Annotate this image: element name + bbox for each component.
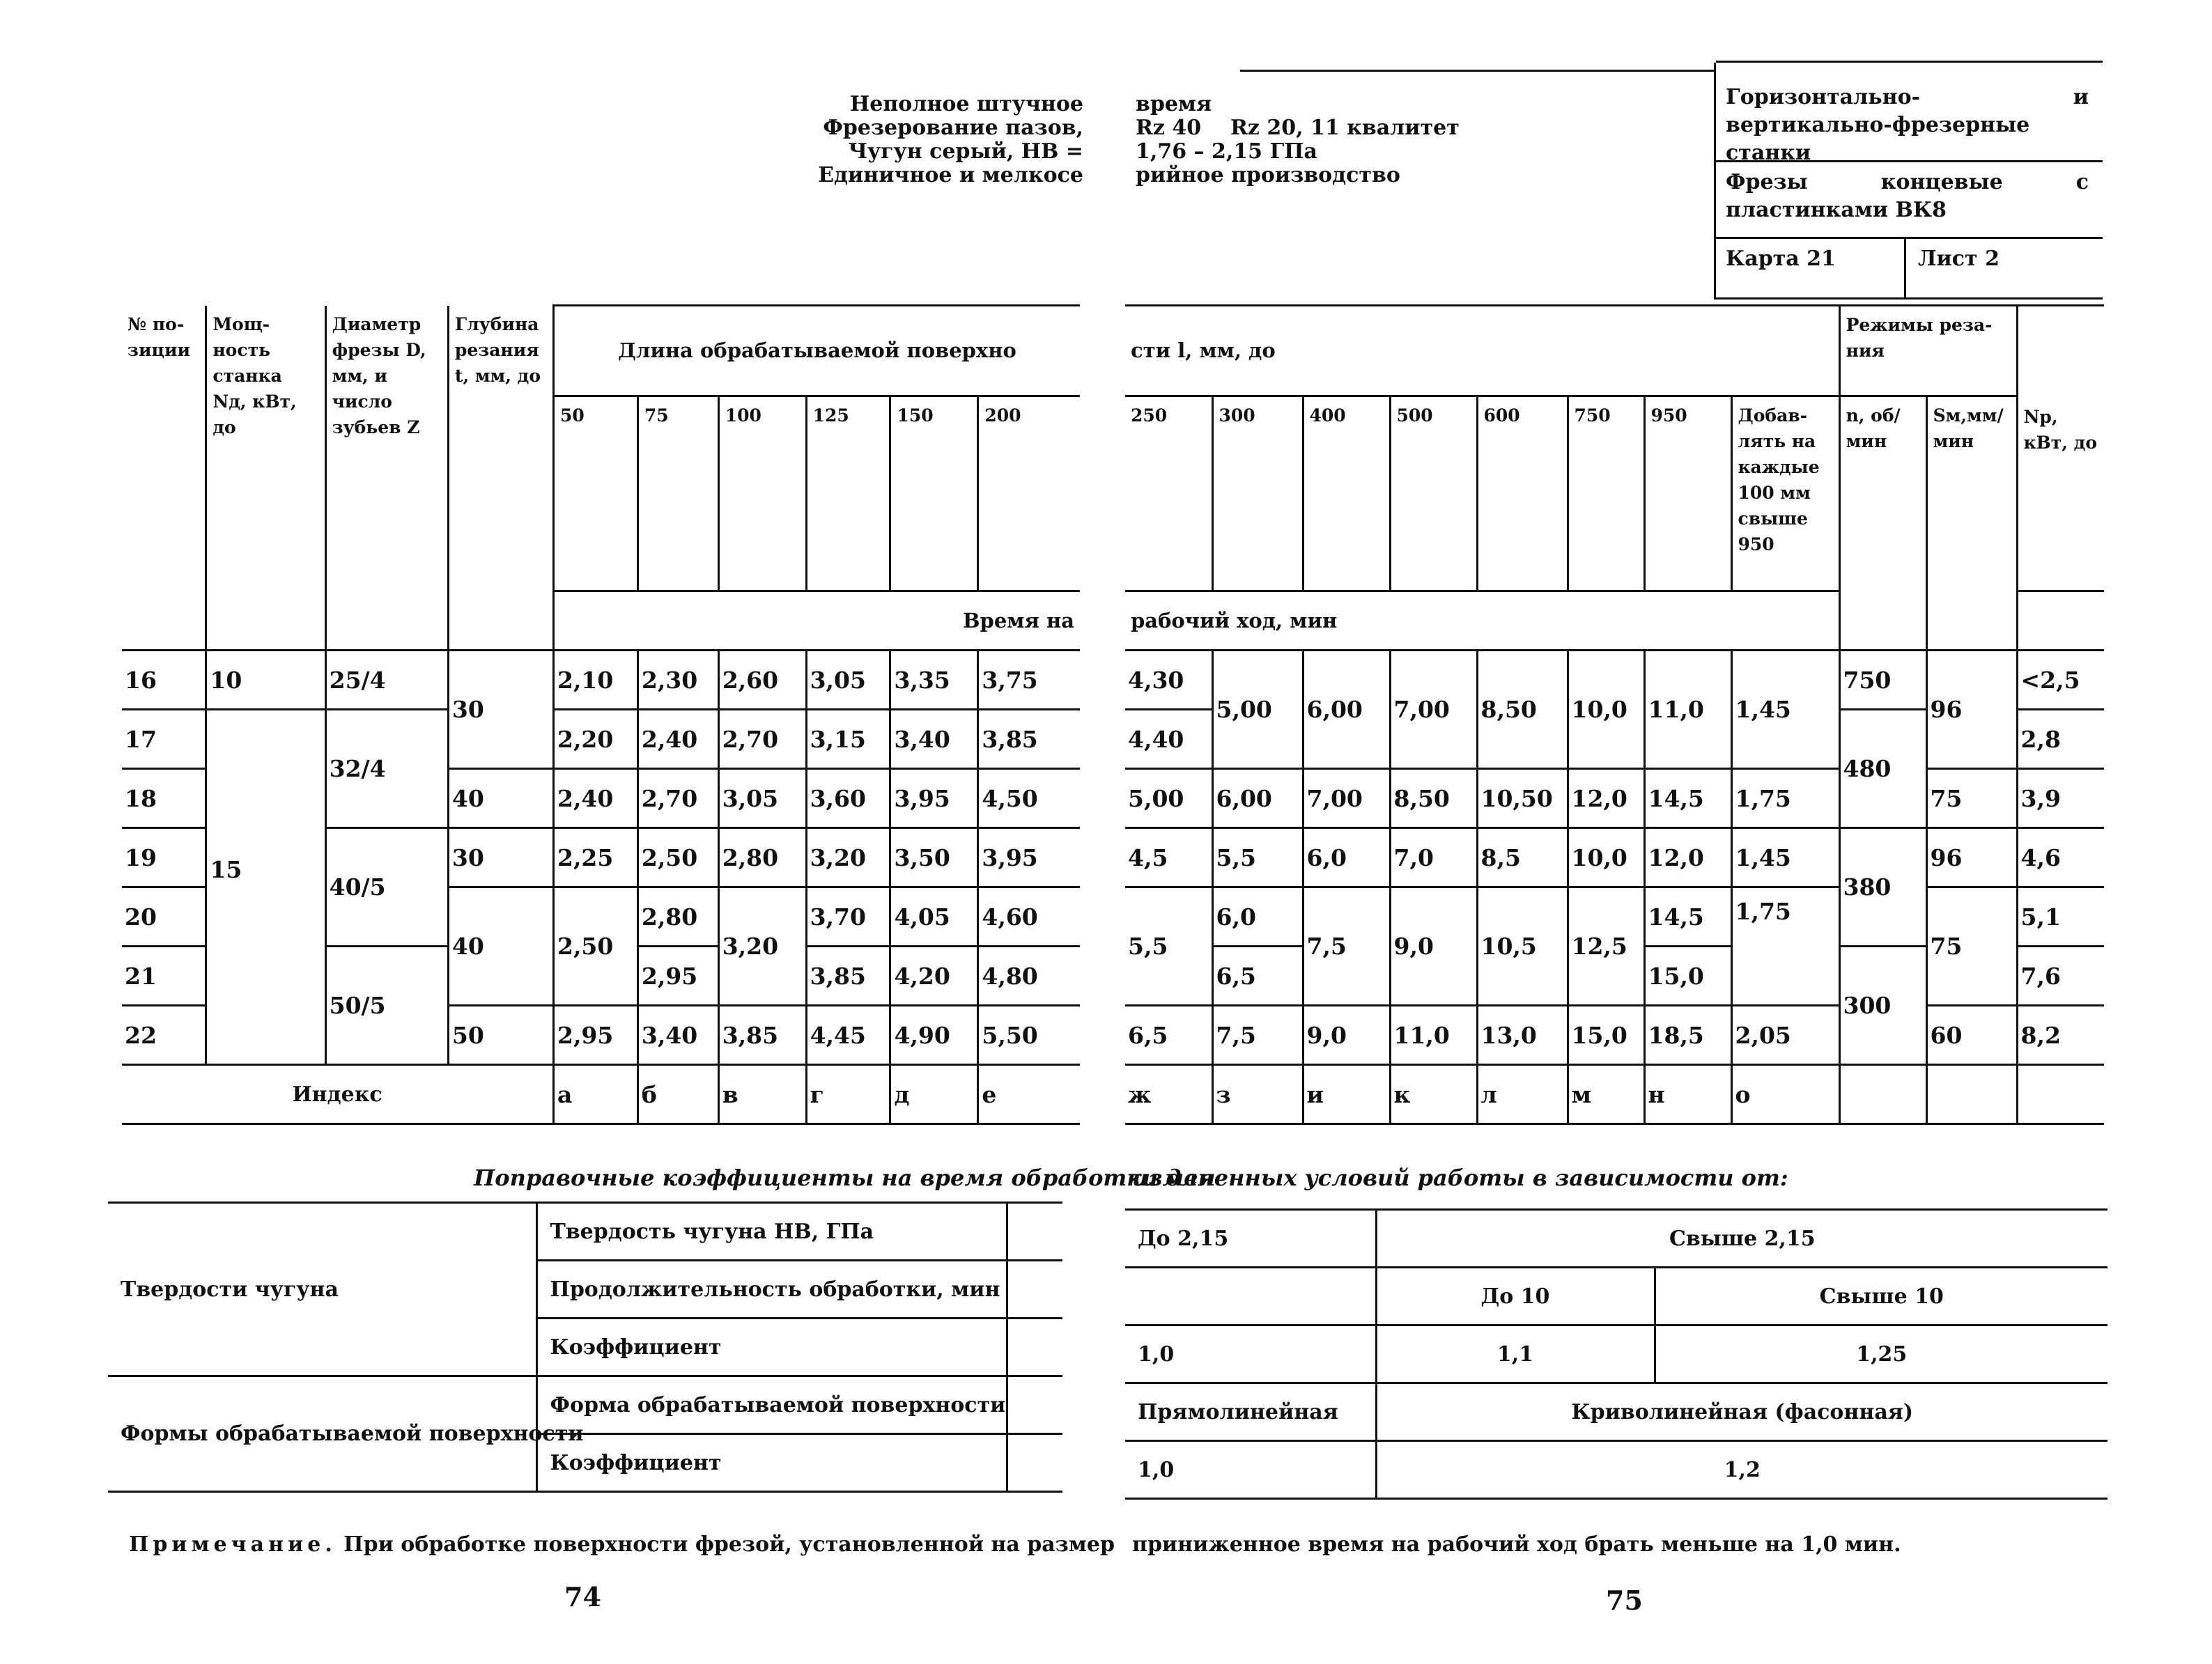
value-cell: 3,20 xyxy=(718,887,806,1006)
shape-curved: Криволинейная (фасонная) xyxy=(1376,1383,2107,1441)
power-cell: 15 xyxy=(206,828,325,1065)
corrections-caption-right: измененных условий работы в зависимости от: xyxy=(1132,1165,1788,1191)
hardness-upto: До 2,15 xyxy=(1125,1210,1376,1268)
value-cell: 11,0 xyxy=(1390,1006,1477,1065)
value-cell: 3,40 xyxy=(637,1006,718,1065)
index-letter: г xyxy=(806,1065,890,1124)
value-cell: 9,0 xyxy=(1390,887,1477,1006)
header-mid-line: Rz 40 Rz 20, 11 квалитет xyxy=(1136,116,1460,140)
table-row xyxy=(1125,769,2104,828)
header-mid-line: рийное производство xyxy=(1136,163,1400,187)
value-cell: 6,00 xyxy=(1303,651,1390,769)
value-cell: 1,75 xyxy=(1731,887,1839,1006)
col-header-length-right: сти l, мм, до xyxy=(1125,306,1839,396)
length-col-200: 200 xyxy=(978,396,1080,591)
pos-cell: 18 xyxy=(122,769,206,828)
corrections-caption-left: Поправочные коэффициенты на время обработки для xyxy=(474,1165,1216,1191)
value-cell: 8,50 xyxy=(1477,651,1568,769)
header-top-rule xyxy=(1240,70,1714,72)
pos-cell: 20 xyxy=(122,887,206,947)
value-cell: 3,70 xyxy=(806,887,890,947)
value-cell: 2,80 xyxy=(718,828,806,887)
length-col-750: 750 xyxy=(1568,396,1644,591)
value-cell: 3,95 xyxy=(978,828,1080,887)
value-cell: 4,80 xyxy=(978,947,1080,1006)
col-header-length: Длина обрабатываемой поверхно xyxy=(553,306,1080,396)
value-cell: 15,0 xyxy=(1568,1006,1644,1065)
diameter-cell: 40/5 xyxy=(325,828,448,947)
depth-cell: 50 xyxy=(448,1006,553,1065)
value-cell: 5,00 xyxy=(1212,651,1303,769)
header-left-line: Неполное штучное xyxy=(849,92,1083,116)
value-cell: 7,00 xyxy=(1390,651,1477,769)
value-cell: 6,00 xyxy=(1212,769,1303,828)
value-cell: 4,20 xyxy=(890,947,978,1006)
length-col-400: 400 xyxy=(1303,396,1390,591)
np-cell: 7,6 xyxy=(2017,947,2104,1006)
shape-group-label: Формы обрабатываемой поверхности xyxy=(108,1376,536,1492)
value-cell: 14,5 xyxy=(1644,887,1731,947)
sm-cell: 75 xyxy=(1926,887,2017,1006)
index-row xyxy=(1125,1065,2104,1124)
value-cell: 2,40 xyxy=(553,769,637,828)
index-letter: д xyxy=(890,1065,978,1124)
value-cell: 8,5 xyxy=(1477,828,1568,887)
value-cell: 13,0 xyxy=(1477,1006,1568,1065)
col-header-regimes: Режимы реза-ния xyxy=(1839,306,2017,396)
value-cell: 4,90 xyxy=(890,1006,978,1065)
note-label: Примечание. xyxy=(129,1532,337,1557)
header-left-block xyxy=(697,94,1083,189)
diameter-cell: 25/4 xyxy=(325,651,448,710)
col-header-np: Np, кВт, до xyxy=(2017,306,2104,591)
value-cell: 3,05 xyxy=(806,651,890,710)
index-letter: н xyxy=(1644,1065,1731,1124)
value-cell: 5,00 xyxy=(1125,769,1212,828)
header-mid-line: время xyxy=(1136,92,1212,116)
value-cell: 6,0 xyxy=(1303,828,1390,887)
value-cell: 5,50 xyxy=(978,1006,1080,1065)
shape-coef-1: 1,0 xyxy=(1125,1441,1376,1499)
index-letter: б xyxy=(637,1065,718,1124)
value-cell: 4,60 xyxy=(978,887,1080,947)
main-table-right-body xyxy=(1125,649,2104,1125)
value-cell: 6,5 xyxy=(1125,1006,1212,1065)
value-cell: 3,85 xyxy=(978,710,1080,769)
value-cell: 4,50 xyxy=(978,769,1080,828)
machines-text: Горизонтально- и вертикально-фрезерные станки xyxy=(1726,85,2089,165)
hardness-group-label: Твердости чугуна xyxy=(108,1203,536,1376)
sm-cell: 60 xyxy=(1926,1006,2017,1065)
value-cell: 2,70 xyxy=(637,769,718,828)
np-cell: <2,5 xyxy=(2017,651,2104,710)
index-letter: м xyxy=(1568,1065,1644,1124)
col-header-power: Мощ-ность станка Nд, кВт, до xyxy=(206,306,325,651)
value-cell: 6,5 xyxy=(1212,947,1303,1006)
value-cell: 4,30 xyxy=(1125,651,1212,710)
page-number-right: 75 xyxy=(1606,1585,1643,1616)
col-header-diameter: Диаметр фрезы D, мм, и число зубьев Z xyxy=(325,306,448,651)
hardness-coef-1: 1,0 xyxy=(1125,1325,1376,1383)
length-col-500: 500 xyxy=(1390,396,1477,591)
index-row xyxy=(122,1065,1080,1124)
depth-cell: 40 xyxy=(448,769,553,828)
value-cell: 4,05 xyxy=(890,887,978,947)
value-cell: 3,95 xyxy=(890,769,978,828)
value-cell: 10,0 xyxy=(1568,828,1644,887)
index-label: Индекс xyxy=(122,1065,553,1124)
length-col-75: 75 xyxy=(637,396,718,591)
value-cell: 1,75 xyxy=(1731,769,1839,828)
n-cell: 380 xyxy=(1839,828,1926,947)
value-cell: 14,5 xyxy=(1644,769,1731,828)
value-cell: 8,50 xyxy=(1390,769,1477,828)
header-right-box xyxy=(1714,63,2096,300)
index-letter: о xyxy=(1731,1065,1839,1124)
sm-cell: 96 xyxy=(1926,651,2017,769)
index-letter: и xyxy=(1303,1065,1390,1124)
value-cell: 3,50 xyxy=(890,828,978,887)
corrections-table-right xyxy=(1125,1208,2107,1500)
value-cell: 3,15 xyxy=(806,710,890,769)
sheet-number: Лист 2 xyxy=(1918,247,2000,271)
value-cell: 2,95 xyxy=(637,947,718,1006)
length-col-125: 125 xyxy=(806,396,890,591)
table-row xyxy=(122,710,1080,769)
value-cell: 2,10 xyxy=(553,651,637,710)
value-cell: 2,95 xyxy=(553,1006,637,1065)
index-letter: ж xyxy=(1125,1065,1212,1124)
table-row xyxy=(122,828,1080,887)
hardness-over: Свыше 2,15 xyxy=(1376,1210,2107,1268)
hardness-row-label: Продолжительность обработки, мин xyxy=(536,1261,1007,1319)
value-cell: 2,05 xyxy=(1731,1006,1839,1065)
index-letter: а xyxy=(553,1065,637,1124)
pos-cell: 19 xyxy=(122,828,206,887)
depth-cell: 40 xyxy=(448,887,553,1006)
col-header-position: № по-зиции xyxy=(122,306,206,651)
index-letter: з xyxy=(1212,1065,1303,1124)
value-cell: 2,20 xyxy=(553,710,637,769)
shape-row-label: Форма обрабатываемой поверхности xyxy=(536,1376,1007,1434)
value-cell: 3,20 xyxy=(806,828,890,887)
card-number: Карта 21 xyxy=(1726,247,1836,271)
table-row xyxy=(1125,887,2104,947)
value-cell: 2,25 xyxy=(553,828,637,887)
value-cell: 7,5 xyxy=(1303,887,1390,1006)
pos-cell: 17 xyxy=(122,710,206,769)
hardness-row-label: Коэффициент xyxy=(536,1319,1007,1376)
corrections-table-left xyxy=(108,1202,1062,1493)
note-right-text: приниженное время на рабочий ход брать меньше на 1,0 мин. xyxy=(1132,1532,1901,1557)
main-table-left-body xyxy=(122,649,1080,1125)
n-cell: 750 xyxy=(1839,651,1926,710)
shape-row-label: Коэффициент xyxy=(536,1434,1007,1492)
length-col-100: 100 xyxy=(718,396,806,591)
table-row xyxy=(122,651,1080,710)
value-cell: 10,50 xyxy=(1477,769,1568,828)
time-header-right: рабочий ход, мин xyxy=(1125,591,1839,651)
length-col-300: 300 xyxy=(1212,396,1303,591)
note-left xyxy=(129,1532,1115,1557)
pos-cell: 16 xyxy=(122,651,206,710)
pos-cell: 21 xyxy=(122,947,206,1006)
value-cell: 3,40 xyxy=(890,710,978,769)
duration-over10: Свыше 10 xyxy=(1655,1268,2107,1325)
value-cell: 2,80 xyxy=(637,887,718,947)
n-cell: 300 xyxy=(1839,947,1926,1065)
duration-upto10: До 10 xyxy=(1376,1268,1655,1325)
value-cell: 7,5 xyxy=(1212,1006,1303,1065)
header-left-line: Фрезерование пазов, xyxy=(823,116,1083,140)
header-left-line: Единичное и мелкосе xyxy=(818,163,1083,187)
length-col-50: 50 xyxy=(553,396,637,591)
value-cell: 18,5 xyxy=(1644,1006,1731,1065)
value-cell: 2,40 xyxy=(637,710,718,769)
n-cell: 480 xyxy=(1839,710,1926,828)
depth-cell: 30 xyxy=(448,828,553,887)
hardness-coef-3: 1,25 xyxy=(1655,1325,2107,1383)
value-cell: 12,0 xyxy=(1644,828,1731,887)
value-cell: 3,05 xyxy=(718,769,806,828)
length-col-600: 600 xyxy=(1477,396,1568,591)
sm-cell: 75 xyxy=(1926,769,2017,828)
np-cell: 4,6 xyxy=(2017,828,2104,887)
page-number-left: 74 xyxy=(564,1581,601,1612)
value-cell: 4,5 xyxy=(1125,828,1212,887)
value-cell: 2,30 xyxy=(637,651,718,710)
value-cell: 10,5 xyxy=(1477,887,1568,1006)
power-cell: 10 xyxy=(206,651,325,710)
col-header-n: n, об/мин xyxy=(1839,396,1926,651)
value-cell: 1,45 xyxy=(1731,828,1839,887)
value-cell: 2,70 xyxy=(718,710,806,769)
header-mid-line: 1,76 – 2,15 ГПа xyxy=(1136,139,1317,164)
value-cell: 4,40 xyxy=(1125,710,1212,769)
time-header-left: Время на xyxy=(553,591,1080,651)
index-letter: л xyxy=(1477,1065,1568,1124)
value-cell: 15,0 xyxy=(1644,947,1731,1006)
np-cell: 3,9 xyxy=(2017,769,2104,828)
index-letter: е xyxy=(978,1065,1080,1124)
col-header-add: Добав-лять на каждые 100 мм свыше 950 xyxy=(1731,396,1839,591)
value-cell: 5,5 xyxy=(1125,887,1212,1006)
pos-cell: 22 xyxy=(122,1006,206,1065)
diameter-cell: 32/4 xyxy=(325,710,448,828)
table-row xyxy=(1125,828,2104,887)
header-mid-block xyxy=(1136,94,1623,189)
col-header-sm: Sм,мм/мин xyxy=(1926,396,2017,651)
depth-cell: 30 xyxy=(448,651,553,769)
value-cell: 7,0 xyxy=(1390,828,1477,887)
value-cell: 3,85 xyxy=(806,947,890,1006)
value-cell: 9,0 xyxy=(1303,1006,1390,1065)
value-cell: 2,60 xyxy=(718,651,806,710)
value-cell: 6,0 xyxy=(1212,887,1303,947)
np-cell: 2,8 xyxy=(2017,710,2104,769)
length-col-250: 250 xyxy=(1125,396,1212,591)
value-cell: 10,0 xyxy=(1568,651,1644,769)
main-table-left-header xyxy=(122,304,1080,651)
shape-straight: Прямолинейная xyxy=(1125,1383,1376,1441)
value-cell: 2,50 xyxy=(637,828,718,887)
length-col-950: 950 xyxy=(1644,396,1731,591)
table-row xyxy=(1125,651,2104,710)
value-cell: 3,75 xyxy=(978,651,1080,710)
value-cell: 7,00 xyxy=(1303,769,1390,828)
diameter-cell: 50/5 xyxy=(325,947,448,1065)
length-col-150: 150 xyxy=(890,396,978,591)
note-left-text: При обработке поверхности фрезой, установленной на размер xyxy=(343,1532,1115,1557)
value-cell: 3,60 xyxy=(806,769,890,828)
shape-coef-2: 1,2 xyxy=(1376,1441,2107,1499)
hardness-row-label: Твердость чугуна НВ, ГПа xyxy=(536,1203,1007,1261)
value-cell: 5,5 xyxy=(1212,828,1303,887)
value-cell: 3,85 xyxy=(718,1006,806,1065)
col-header-depth: Глубина резания t, мм, до xyxy=(448,306,553,651)
cutters-text: Фрезы концевые с пластинками ВК8 xyxy=(1726,170,2089,222)
np-cell: 5,1 xyxy=(2017,887,2104,947)
table-row xyxy=(1125,1006,2104,1065)
sm-cell: 96 xyxy=(1926,828,2017,887)
main-table-right-header xyxy=(1125,304,2104,651)
index-letter: в xyxy=(718,1065,806,1124)
value-cell: 12,0 xyxy=(1568,769,1644,828)
value-cell: 1,45 xyxy=(1731,651,1839,769)
value-cell: 12,5 xyxy=(1568,887,1644,1006)
value-cell: 11,0 xyxy=(1644,651,1731,769)
index-letter: к xyxy=(1390,1065,1477,1124)
value-cell: 2,50 xyxy=(553,887,637,1006)
value-cell: 3,35 xyxy=(890,651,978,710)
header-left-line: Чугун серый, НВ = xyxy=(848,139,1083,164)
value-cell: 4,45 xyxy=(806,1006,890,1065)
np-cell: 8,2 xyxy=(2017,1006,2104,1065)
hardness-coef-2: 1,1 xyxy=(1376,1325,1655,1383)
